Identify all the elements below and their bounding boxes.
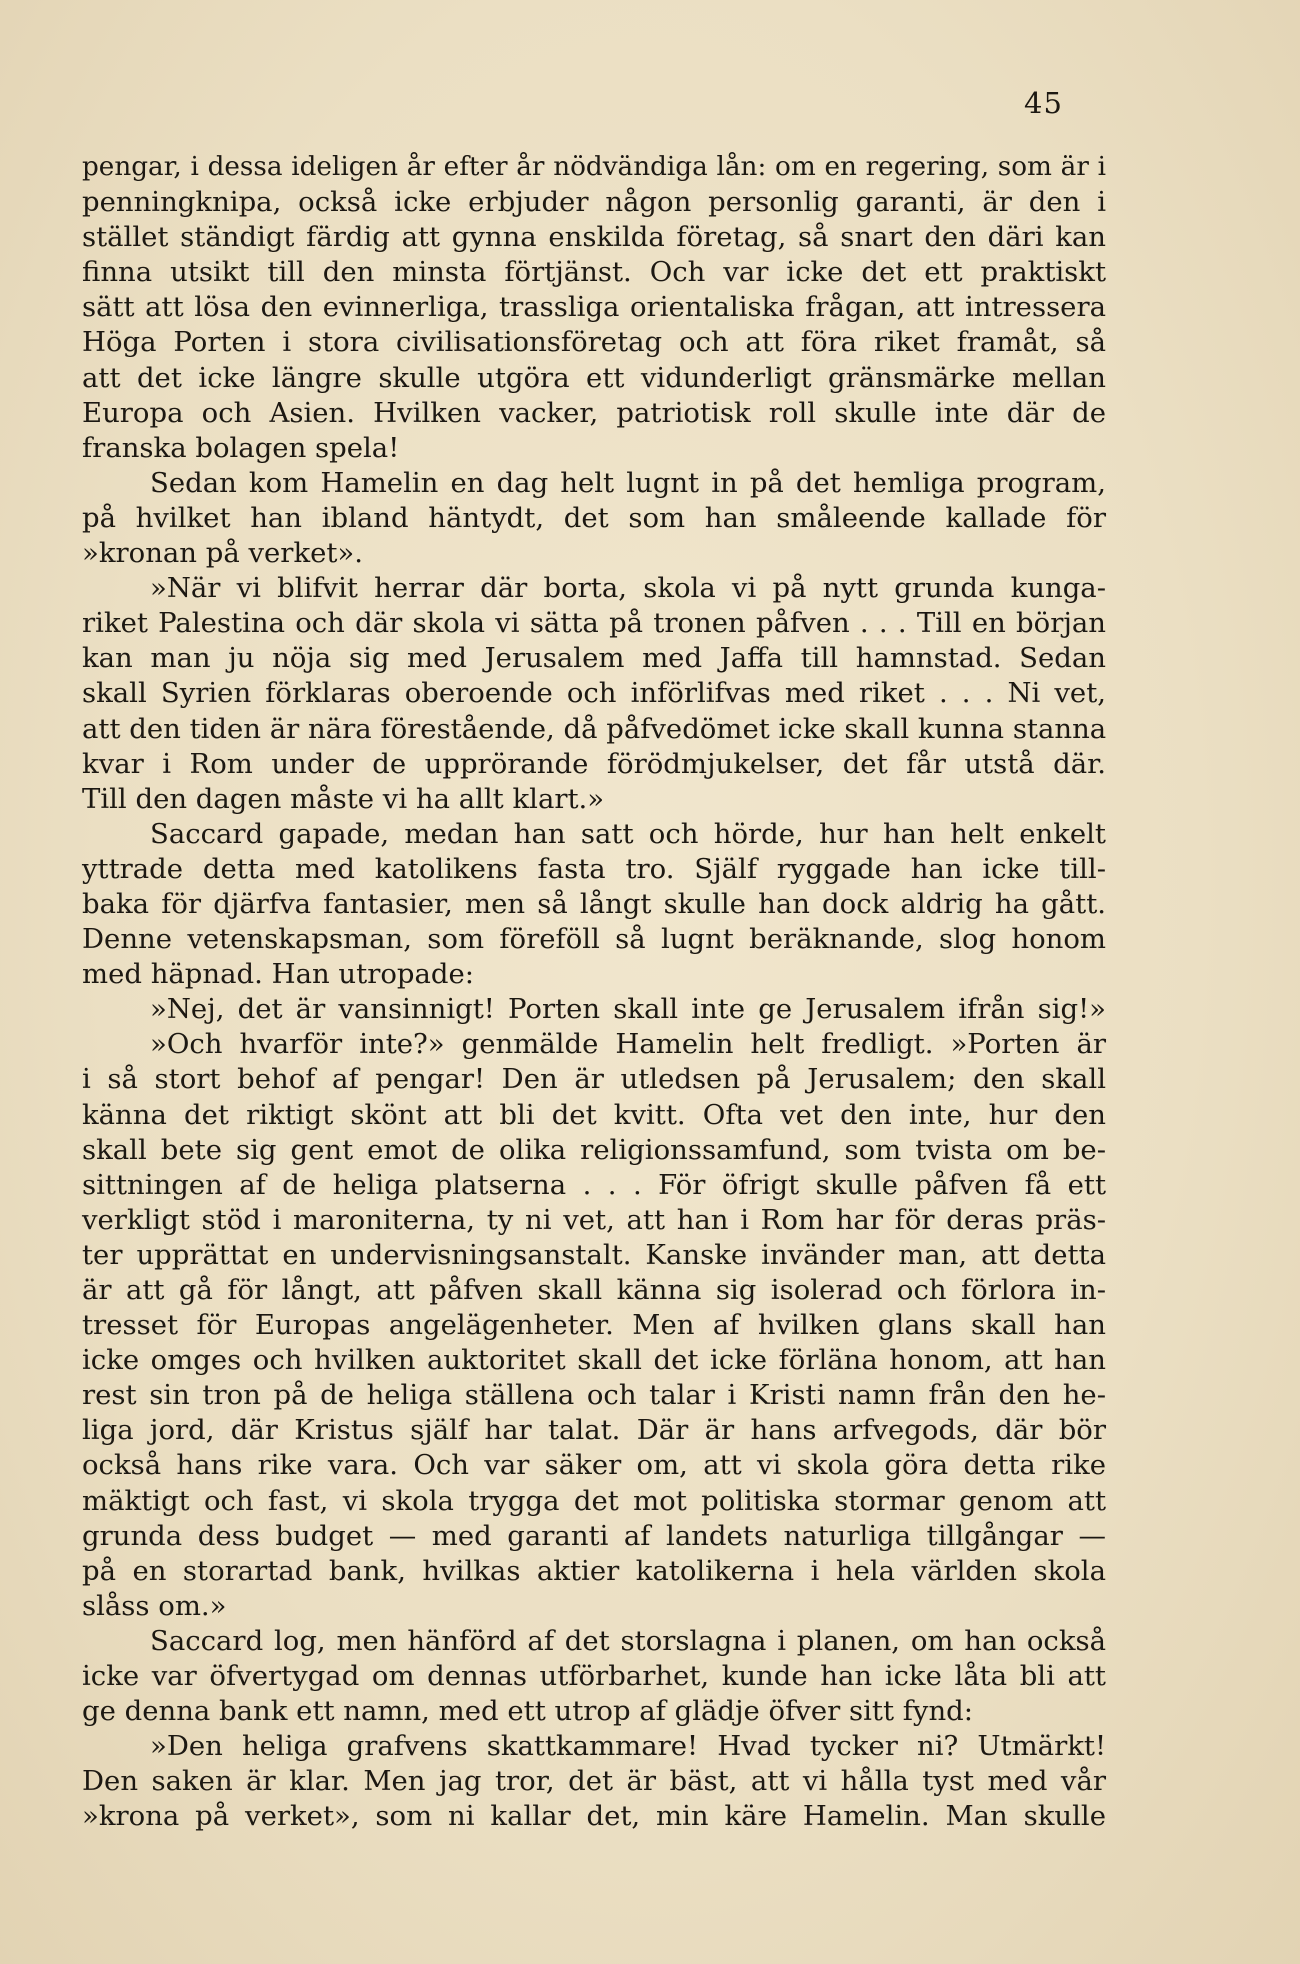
- text-line: Höga Porten i stora civilisationsföretag och att föra riket framåt, så: [82, 326, 1106, 359]
- text-line: pengar, i dessa ideligen år efter år nödvändiga lån: om en regering, som är i: [82, 152, 1106, 182]
- text-line: kan man ju nöja sig med Jerusalem med Jaffa till hamnstad. Sedan: [82, 642, 1106, 675]
- text-line: Saccard log, men hänförd af det storslagna i planen, om han också: [150, 1624, 1106, 1657]
- text-line: med häpnad. Han utropade:: [82, 958, 475, 991]
- text-line: baka för djärfva fantasier, men så långt skulle han dock aldrig ha gått.: [82, 887, 1106, 920]
- text-line: icke var öfvertygad om dennas utförbarhet, kunde han icke låta bli att: [82, 1660, 1106, 1693]
- text-line: i så stort behof af pengar! Den är utledsen på Jerusalem; den skall: [82, 1063, 1106, 1096]
- text-line: sittningen af de heliga platserna . . . För öfrigt skulle påfven få ett: [82, 1168, 1106, 1201]
- text-line: penningknipa, också icke erbjuder någon personlig garanti, är den i: [82, 186, 1106, 219]
- text-line: är att gå för långt, att påfven skall känna sig isolerad och förlora in-: [82, 1274, 1106, 1306]
- text-line: ge denna bank ett namn, med ett utrop af glädje öfver sitt fynd:: [82, 1695, 974, 1728]
- text-line: »Och hvarför inte?» genmälde Hamelin helt fredligt. »Porten är: [150, 1028, 1106, 1061]
- text-line: franska bolagen spela!: [82, 431, 400, 464]
- text-line: Sedan kom Hamelin en dag helt lugnt in på det hemliga program,: [150, 466, 1106, 499]
- text-line: Den saken är klar. Men jag tror, det är bäst, att vi hålla tyst med vår: [82, 1765, 1106, 1798]
- text-line: ter upprättat en undervisningsanstalt. Kanske invänder man, att detta: [82, 1238, 1106, 1271]
- text-line: kvar i Rom under de upprörande förödmjukelser, det får utstå där.: [82, 747, 1106, 780]
- text-line: rest sin tron på de heliga ställena och talar i Kristi namn från den he-: [82, 1379, 1106, 1412]
- text-line: »Den heliga grafvens skattkammare! Hvad tycker ni? Utmärkt!: [150, 1730, 1106, 1763]
- text-line: »När vi blifvit herrar där borta, skola vi på nytt grunda kunga-: [150, 572, 1106, 605]
- text-line: yttrade detta med katolikens fasta tro. Själf ryggade han icke till-: [82, 852, 1106, 885]
- text-line: »kronan på verket».: [82, 537, 364, 570]
- text-line: på hvilket han ibland häntydt, det som han småleende kallade för: [82, 501, 1106, 534]
- text-line: Denne vetenskapsman, som föreföll så lugnt beräknande, slog honom: [82, 923, 1106, 956]
- text-line: slåss om.»: [82, 1589, 227, 1622]
- text-line: Europa och Asien. Hvilken vacker, patriotisk roll skulle inte där de: [82, 396, 1106, 429]
- text-line: Till den dagen måste vi ha allt klart.»: [82, 782, 605, 815]
- text-line: mäktigt och fast, vi skola trygga det mot politiska stormar genom att: [82, 1484, 1106, 1517]
- text-line: riket Palestina och där skola vi sätta på tronen påfven . . . Till en början: [82, 607, 1106, 640]
- text-line: »Nej, det är vansinnigt! Porten skall inte ge Jerusalem ifrån sig!»: [150, 993, 1106, 1026]
- text-line: icke omges och hvilken auktoritet skall det icke förläna honom, att han: [82, 1344, 1106, 1377]
- text-line: känna det riktigt skönt att bli det kvitt. Ofta vet den inte, hur den: [82, 1098, 1106, 1131]
- text-line: på en storartad bank, hvilkas aktier katolikerna i hela världen skola: [82, 1554, 1106, 1587]
- text-line: verkligt stöd i maroniterna, ty ni vet, att han i Rom har för deras präs-: [82, 1203, 1106, 1236]
- text-line: tresset för Europas angelägenheter. Men af hvilken glans skall han: [82, 1309, 1106, 1342]
- text-line: skall Syrien förklaras oberoende och införlifvas med riket . . . Ni vet,: [82, 677, 1106, 710]
- text-line: grunda dess budget — med garanti af landets naturliga tillgångar —: [82, 1519, 1106, 1552]
- text-line: »krona på verket», som ni kallar det, min käre Hamelin. Man skulle: [82, 1800, 1106, 1833]
- text-line: finna utsikt till den minsta förtjänst. Och var icke det ett praktiskt: [82, 256, 1106, 289]
- text-line: att den tiden är nära förestående, då påfvedömet icke skall kunna stanna: [82, 712, 1107, 745]
- page-number: 45: [1024, 86, 1063, 120]
- text-line: också hans rike vara. Och var säker om, att vi skola göra detta rike: [82, 1449, 1106, 1482]
- text-line: att det icke längre skulle utgöra ett vidunderligt gränsmärke mellan: [82, 361, 1106, 394]
- body-text: [82, 150, 1106, 1835]
- text-line: Saccard gapade, medan han satt och hörde, hur han helt enkelt: [150, 817, 1106, 850]
- text-line: skall bete sig gent emot de olika religionssamfund, som tvista om be-: [82, 1133, 1106, 1166]
- text-line: liga jord, där Kristus själf har talat. Där är hans arfvegods, där bör: [82, 1414, 1106, 1447]
- text-line: sätt att lösa den evinnerliga, trassliga orientaliska frågan, att intressera: [82, 291, 1106, 324]
- text-line: stället ständigt färdig att gynna enskilda företag, så snart den däri kan: [82, 221, 1106, 254]
